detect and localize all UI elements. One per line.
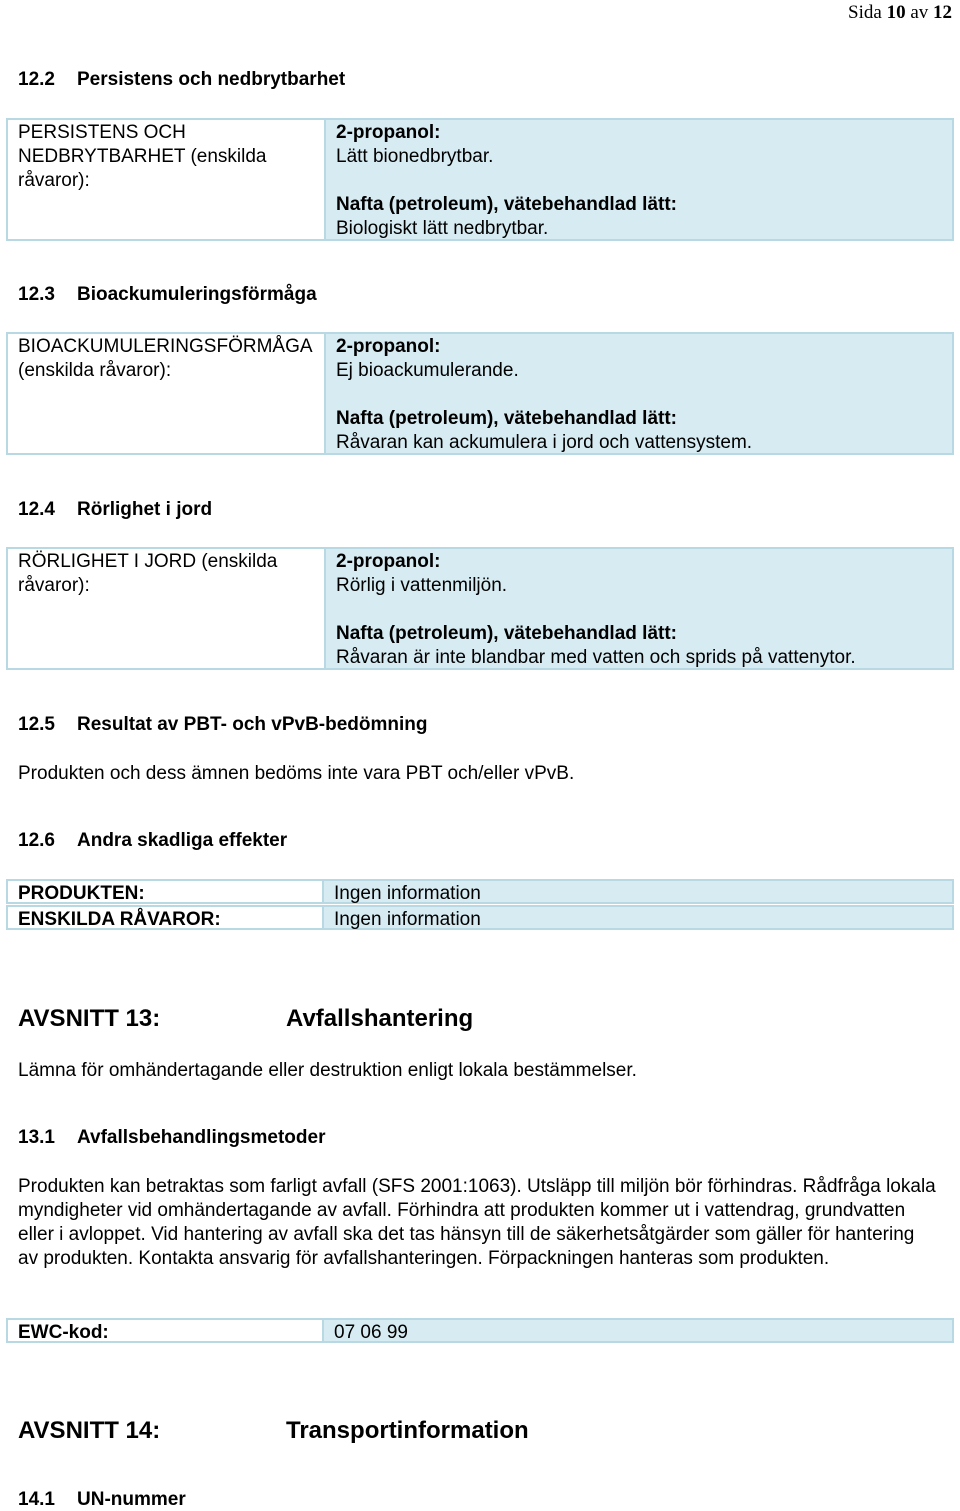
page-sep: av — [910, 2, 929, 23]
heading-14-1 — [18, 1489, 186, 1511]
heading-12-2 — [18, 69, 345, 91]
heading-number: 12.3 — [18, 284, 55, 305]
ewc-label: EWC-kod: — [6, 1318, 322, 1343]
pbt-text: Produkten och dess ämnen bedöms inte vara PBT och/eller vPvB. — [18, 763, 575, 784]
bioaccumulation-value — [324, 334, 952, 453]
item-text: Råvaran kan ackumulera i jord och vattensystem. — [336, 432, 753, 453]
heading-title: UN-nummer — [77, 1489, 186, 1510]
table-row — [6, 879, 954, 904]
item-name: 2-propanol: — [336, 336, 441, 357]
heading-title: Bioackumuleringsförmåga — [77, 284, 317, 305]
page-current: 10 — [886, 2, 906, 23]
heading-12-6 — [18, 830, 287, 852]
table-row — [6, 1318, 954, 1343]
persistence-value — [324, 120, 952, 239]
heading-number: 12.6 — [18, 830, 55, 851]
row-label: ENSKILDA RÅVAROR: — [6, 905, 322, 930]
row-label: PRODUKTEN: — [6, 879, 322, 904]
heading-number: 12.5 — [18, 714, 55, 735]
disposal-text: Lämna för omhändertagande eller destruktion enligt lokala bestämmelser. — [18, 1060, 637, 1081]
item-text: Råvaran är inte blandbar med vatten och sprids på vattenytor. — [336, 647, 856, 668]
item-text: Biologiskt lätt nedbrytbar. — [336, 218, 549, 239]
section-name: Transportinformation — [286, 1417, 529, 1444]
item-name: Nafta (petroleum), vätebehandlad lätt: — [336, 623, 677, 644]
section-code: AVSNITT 14: — [18, 1417, 161, 1444]
section-name: Avfallshantering — [286, 1005, 474, 1032]
heading-13-1 — [18, 1127, 325, 1149]
table-row — [6, 905, 954, 930]
heading-number: 14.1 — [18, 1489, 55, 1510]
heading-number: 12.4 — [18, 499, 55, 520]
row-value: Ingen information — [322, 879, 954, 904]
section-code: AVSNITT 13: — [18, 1005, 161, 1032]
item-text: Ej bioackumulerande. — [336, 360, 519, 381]
item-text: Rörlig i vattenmiljön. — [336, 575, 508, 596]
item-name: 2-propanol: — [336, 551, 441, 572]
bioaccumulation-box — [6, 332, 954, 455]
ewc-table — [6, 1318, 954, 1343]
heading-title: Rörlighet i jord — [77, 499, 213, 520]
mobility-value — [324, 549, 952, 668]
other-effects-table — [6, 879, 954, 930]
page-number — [848, 2, 952, 24]
heading-title: Avfallsbehandlingsmetoder — [77, 1127, 326, 1148]
persistence-label: PERSISTENS OCH NEDBRYTBARHET (enskilda råvaror): — [18, 122, 267, 191]
mobility-label: RÖRLIGHET I JORD (enskilda råvaror): — [18, 551, 278, 596]
item-name: 2-propanol: — [336, 122, 441, 143]
bioaccumulation-label: BIOACKUMULERINGSFÖRMÅGA (enskilda råvaror): — [18, 336, 312, 381]
heading-12-4 — [18, 499, 212, 521]
mobility-box — [6, 547, 954, 670]
heading-title: Andra skadliga effekter — [77, 830, 288, 851]
section-13-title — [18, 1005, 473, 1033]
ewc-value: 07 06 99 — [322, 1318, 954, 1343]
waste-methods-text: Produkten kan betraktas som farligt avfall (SFS 2001:1063). Utsläpp till miljön bör förhindras. Rådfråga lokala myndigheter vid omhändertagande av avfall. Förhindra att produkten kommer ut i vattendrag, grundvatten eller i avloppet. Vid hantering av avfall ska det tas hänsyn till de säkerhetsåtgärder som gäller för hantering av produkten. Kontakta ansvarig för avfallshanteringen. Förpackningen hanteras som produkten. — [18, 1176, 936, 1269]
row-value: Ingen information — [322, 905, 954, 930]
item-name: Nafta (petroleum), vätebehandlad lätt: — [336, 408, 677, 429]
heading-title: Resultat av PBT- och vPvB-bedömning — [77, 714, 428, 735]
heading-number: 12.2 — [18, 69, 55, 90]
page-prefix: Sida — [848, 2, 882, 23]
persistence-box — [6, 118, 954, 241]
heading-title: Persistens och nedbrytbarhet — [77, 69, 346, 90]
heading-number: 13.1 — [18, 1127, 55, 1148]
section-14-title — [18, 1417, 529, 1445]
heading-12-3 — [18, 284, 317, 306]
heading-12-5 — [18, 714, 428, 736]
item-name: Nafta (petroleum), vätebehandlad lätt: — [336, 194, 677, 215]
item-text: Lätt bionedbrytbar. — [336, 146, 494, 167]
page-total: 12 — [933, 2, 952, 23]
